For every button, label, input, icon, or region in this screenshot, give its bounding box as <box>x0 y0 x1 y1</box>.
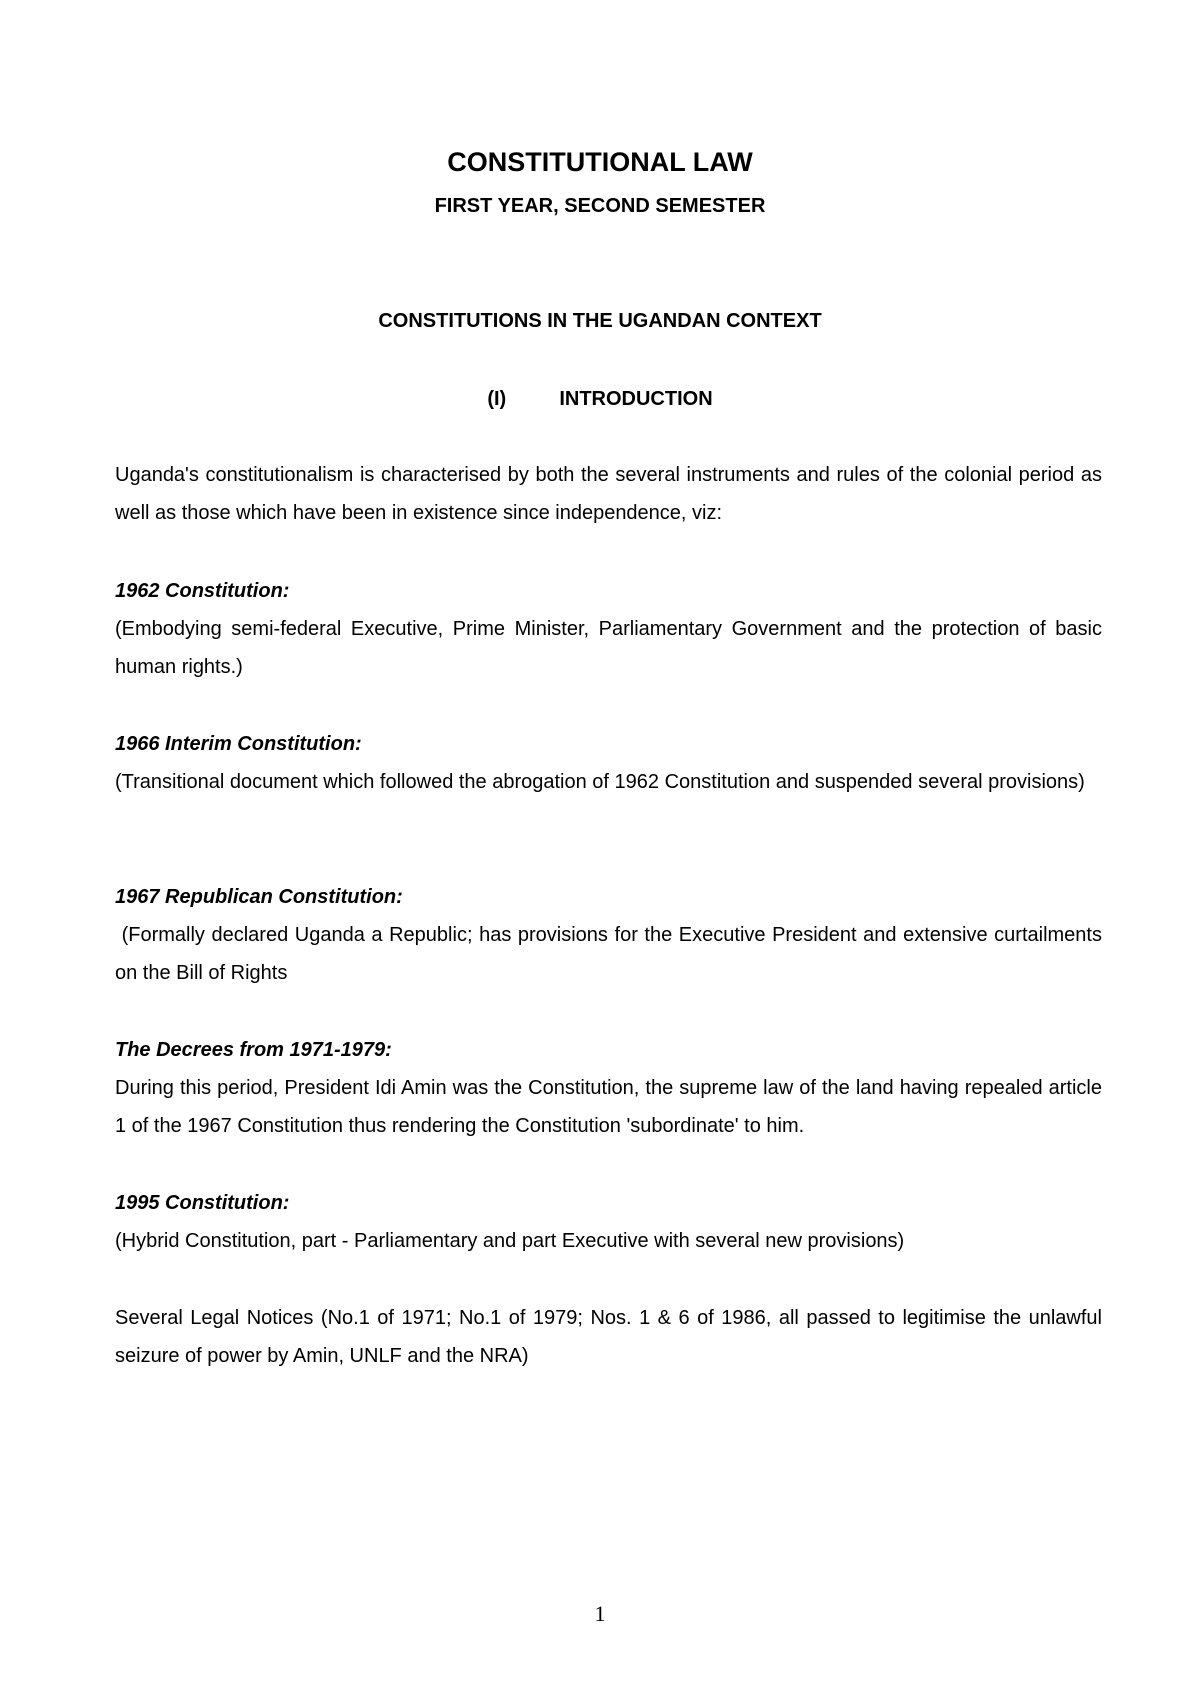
entry-description-1995: (Hybrid Constitution, part - Parliamentary and part Executive with several new provisions) <box>115 1230 905 1252</box>
entry-description-1967: (Formally declared Uganda a Republic; has provisions for the Executive President and extensive curtailments on the Bill of Rights <box>115 924 1108 984</box>
section-heading: CONSTITUTIONS IN THE UGANDAN CONTEXT <box>378 310 822 332</box>
entry-title-1967: 1967 Republican Constitution: <box>115 886 403 908</box>
subsection-number: (I) <box>487 388 507 410</box>
closing-paragraph: Several Legal Notices (No.1 of 1971; No.1 of 1979; Nos. 1 & 6 of 1986, all passed to legitimise the unlawful seizure of power by Amin, UNLF and the NRA) <box>115 1307 1102 1367</box>
entry-description-decrees: During this period, President Idi Amin was the Constitution, the supreme law of the land having repealed article 1 of the 1967 Constitution thus rendering the Constitution 'subordinate' to him. <box>115 1077 1102 1137</box>
document-title: CONSTITUTIONAL LAW <box>447 147 753 177</box>
page-number: 1 <box>594 1601 606 1626</box>
subsection-heading <box>0 386 1200 412</box>
entry-title-1966: 1966 Interim Constitution: <box>115 733 362 755</box>
document-subtitle: FIRST YEAR, SECOND SEMESTER <box>434 195 766 217</box>
entry-title-1995: 1995 Constitution: <box>115 1192 290 1214</box>
subsection-title: INTRODUCTION <box>559 388 713 410</box>
entry-description-1962: (Embodying semi-federal Executive, Prime Minister, Parliamentary Government and the protection of basic human rights.) <box>115 618 1102 678</box>
entry-description-1966: (Transitional document which followed the abrogation of 1962 Constitution and suspended several provisions) <box>115 771 1085 793</box>
intro-paragraph: Uganda's constitutionalism is characterised by both the several instruments and rules of the colonial period as well as those which have been in existence since independence, viz: <box>115 464 1102 524</box>
entry-title-decrees: The Decrees from 1971-1979: <box>115 1039 392 1061</box>
entry-title-1962: 1962 Constitution: <box>115 580 290 602</box>
